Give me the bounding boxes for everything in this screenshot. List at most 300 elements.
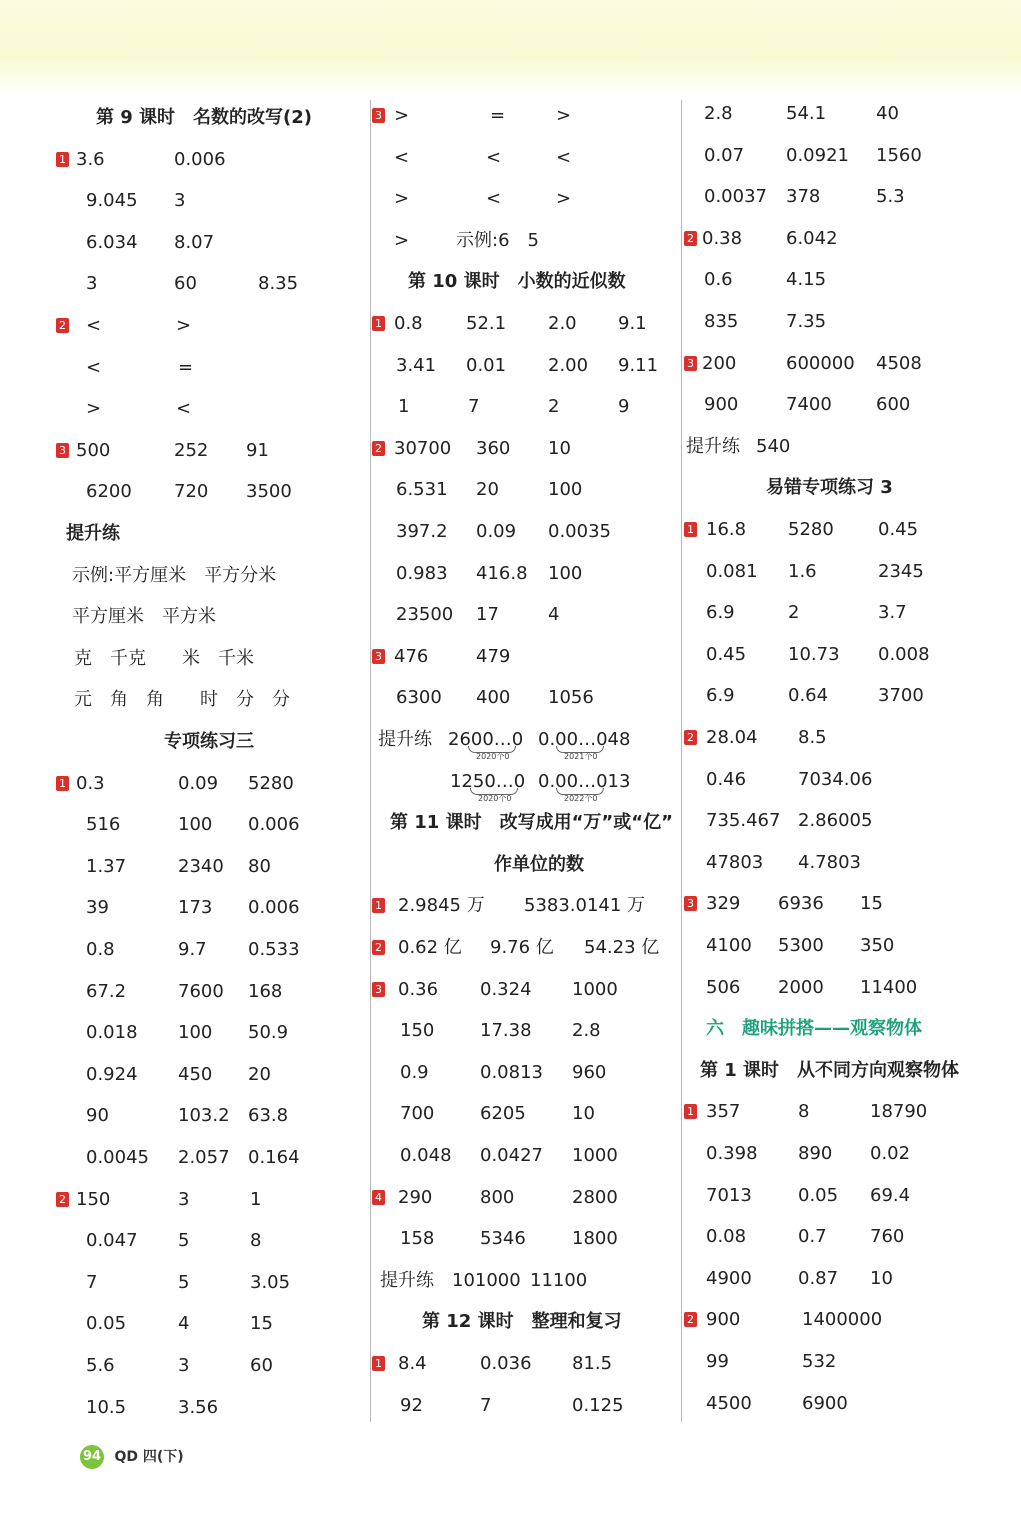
answer-value: 9.1	[618, 313, 647, 334]
answer-value: 100	[548, 562, 583, 584]
answer-row	[56, 807, 352, 843]
answer-value: 476	[394, 645, 429, 667]
answer-value: 第 9 课时 名数的改写(2)	[96, 107, 313, 128]
answer-value: 0.164	[248, 1147, 300, 1168]
answer-value: 168	[248, 980, 283, 1002]
answer-value: 1056	[548, 687, 594, 709]
answer-value: 6936	[778, 893, 824, 915]
answer-row	[372, 431, 668, 467]
column-divider	[681, 100, 682, 1422]
answer-value: 600	[876, 394, 911, 416]
answer-value: 50.9	[248, 1022, 289, 1044]
answer-value: 600000	[786, 352, 855, 374]
answer-value: 0.09	[178, 772, 219, 794]
answer-value: 0.01	[466, 354, 507, 376]
answer-value: 0.05	[86, 1313, 127, 1335]
answer-value: >	[556, 188, 572, 210]
section-heading	[56, 516, 352, 552]
answer-value: 532	[802, 1351, 837, 1372]
answer-value: 2.8	[572, 1020, 601, 1042]
answer-row	[372, 1263, 668, 1299]
answer-value: 357	[706, 1101, 741, 1123]
answer-row	[372, 472, 668, 508]
answer-value: 0.047	[86, 1230, 138, 1252]
section-heading	[372, 805, 673, 841]
question-number-badge: 2	[56, 318, 69, 333]
answer-value: 0.38	[702, 227, 743, 249]
answer-value: 0.08	[706, 1226, 747, 1248]
question-number-badge: 3	[372, 982, 385, 997]
answer-value: 平方厘米 平方米	[72, 606, 216, 628]
answer-value: 890	[798, 1143, 833, 1164]
answer-row	[684, 845, 984, 881]
answer-value: 易错专项练习 3	[766, 477, 893, 499]
answer-row	[684, 970, 984, 1006]
answer-value: 0.8	[394, 313, 423, 334]
answer-value: 六 趣味拼搭——观察物体	[706, 1018, 922, 1040]
answer-value: 提升练	[66, 523, 120, 544]
answer-row	[56, 890, 352, 926]
answer-value: 960	[572, 1061, 607, 1083]
answer-value: 0.324	[480, 978, 532, 1000]
answer-value: 479	[476, 645, 511, 667]
answer-value: 100	[548, 479, 583, 501]
answer-value: 17	[476, 604, 499, 626]
answer-value: 10	[572, 1103, 595, 1125]
answer-value: 0.07	[704, 144, 745, 166]
answer-value: 54.1	[786, 103, 827, 124]
answer-value: 2.9845 万	[398, 895, 485, 917]
answer-row	[56, 766, 352, 802]
answer-value: 173	[178, 897, 213, 919]
answer-row	[684, 304, 984, 340]
answer-value: 2.057	[178, 1147, 230, 1168]
answer-value: 6200	[86, 481, 132, 503]
answer-row	[372, 888, 668, 924]
answer-value: 10.5	[86, 1396, 127, 1418]
question-number-badge: 1	[56, 776, 69, 791]
answer-value: 200	[702, 352, 737, 374]
answer-value: 7600	[178, 980, 224, 1002]
answer-value: 20	[248, 1063, 271, 1085]
answer-row	[56, 558, 352, 594]
answer-value: 720	[174, 481, 209, 503]
answer-value: 0.00…048	[538, 729, 631, 750]
answer-row	[56, 1140, 352, 1176]
question-number-badge: 2	[684, 231, 697, 246]
answer-value: 67.2	[86, 980, 127, 1002]
answer-value: 54.23 亿	[584, 937, 660, 958]
answer-value: 8	[250, 1230, 262, 1252]
section-heading	[372, 1304, 668, 1340]
answer-value: 0.006	[248, 897, 300, 919]
answer-value: 0.081	[706, 560, 758, 582]
answer-value: 101000	[452, 1269, 521, 1291]
answer-row	[372, 639, 668, 675]
answer-row	[372, 1055, 668, 1091]
question-number-badge: 1	[684, 522, 697, 537]
answer-value: 1	[250, 1188, 262, 1210]
answer-row	[684, 1094, 984, 1130]
answer-row	[372, 556, 668, 592]
answer-value: 0.64	[788, 685, 829, 707]
answer-value: 60	[174, 273, 197, 295]
answer-value: 7.35	[786, 311, 827, 332]
zero-count-note: 2021个0	[564, 752, 598, 761]
answer-row	[372, 389, 668, 425]
answer-value: 7400	[786, 394, 832, 416]
answer-value: 8.4	[398, 1353, 427, 1374]
answer-row	[372, 1346, 668, 1382]
answer-value: 5280	[788, 519, 834, 540]
question-number-badge: 2	[56, 1192, 69, 1207]
answer-value: 0.0921	[786, 144, 849, 166]
answer-value: 9	[618, 396, 630, 418]
answer-value: 3.41	[396, 354, 437, 376]
answer-row	[372, 140, 668, 176]
answer-value: 2.00	[548, 354, 589, 376]
answer-value: 500	[76, 439, 111, 461]
answer-row	[56, 183, 352, 219]
answer-value: 1800	[572, 1228, 618, 1250]
zero-count-note: 2020个0	[478, 793, 512, 803]
answer-value: 0.983	[396, 562, 448, 584]
answer-row	[684, 1261, 984, 1297]
answer-value: 760	[870, 1226, 905, 1248]
question-number-badge: 3	[684, 896, 697, 911]
answer-value: 0.00…013	[538, 770, 631, 792]
answer-row	[684, 346, 984, 382]
answer-row	[56, 1306, 352, 1342]
answer-value: 0.125	[572, 1394, 624, 1416]
answer-value: 252	[174, 439, 209, 461]
answer-value: 1.6	[788, 560, 817, 582]
answer-row	[684, 1386, 984, 1422]
answer-row	[56, 1348, 352, 1384]
answer-value: 0.87	[798, 1267, 839, 1289]
question-number-badge: 2	[684, 730, 697, 745]
answer-value: 103.2	[178, 1105, 230, 1127]
answer-value: >	[394, 188, 410, 210]
answer-value: 作单位的数	[494, 853, 584, 875]
answer-value: 30700	[394, 437, 452, 459]
answer-value: =	[490, 105, 506, 126]
answer-row	[684, 762, 984, 798]
answer-value: 4508	[876, 352, 922, 374]
answer-value: 0.018	[86, 1022, 138, 1044]
answer-row	[56, 142, 352, 178]
answer-row	[684, 512, 984, 548]
answer-value: 3	[174, 190, 186, 212]
answer-row	[56, 1015, 352, 1051]
answer-row	[372, 306, 668, 342]
page-footer	[80, 1444, 184, 1470]
answer-row	[372, 680, 668, 716]
answer-row	[372, 1096, 668, 1132]
answer-value: 5280	[248, 772, 294, 794]
answer-value: >	[556, 105, 572, 126]
answer-value: 100	[178, 1022, 213, 1044]
answer-value: >	[176, 315, 192, 336]
answer-value: 100	[178, 814, 213, 836]
answer-row	[684, 1178, 984, 1214]
answer-value: 4900	[706, 1267, 752, 1289]
answer-value: >	[86, 398, 102, 420]
answer-value: 8.5	[798, 727, 827, 748]
section-heading	[56, 724, 352, 760]
answer-value: 5346	[480, 1228, 526, 1250]
answer-value: 示例:平方厘米 平方分米	[72, 564, 277, 586]
answer-value: 6300	[396, 687, 442, 709]
answer-value: 150	[400, 1020, 435, 1042]
answer-column-3	[684, 96, 984, 1421]
answer-value: 0.3	[76, 772, 105, 794]
answer-row	[372, 597, 668, 633]
answer-row	[56, 474, 352, 510]
answer-value: 专项练习三	[164, 731, 254, 752]
answer-value: 7	[480, 1394, 492, 1416]
answer-row	[684, 1011, 984, 1047]
answer-value: 91	[246, 439, 269, 461]
answer-row	[372, 223, 668, 259]
answer-value: 0.006	[248, 814, 300, 836]
answer-value: 835	[704, 311, 739, 332]
answer-value: 450	[178, 1063, 213, 1085]
answer-value: 3.05	[250, 1271, 291, 1293]
answer-value: <	[176, 398, 192, 420]
section-heading	[56, 100, 352, 136]
answer-value: 克 千克 米 千米	[74, 647, 254, 669]
answer-value: 0.62 亿	[398, 937, 462, 958]
answer-value: 0.8	[86, 939, 115, 960]
answer-row	[684, 138, 984, 174]
answer-value: 4	[178, 1313, 190, 1335]
answer-row	[372, 1388, 668, 1424]
answer-value: 4.15	[786, 269, 827, 291]
answer-row	[372, 1180, 668, 1216]
question-number-badge: 3	[372, 108, 385, 123]
answer-value: 4	[548, 604, 560, 626]
answer-value: <	[486, 146, 502, 168]
answer-value: 元 角 角 时 分 分	[74, 689, 290, 711]
answer-column-2	[372, 96, 673, 1421]
answer-row	[684, 928, 984, 964]
answer-value: 47803	[706, 851, 764, 873]
answer-value: 1000	[572, 1145, 618, 1166]
answer-value: 0.09	[476, 521, 517, 542]
answer-value: 8.07	[174, 231, 215, 253]
answer-value: 60	[250, 1355, 273, 1376]
answer-row	[56, 932, 352, 968]
answer-value: 52.1	[466, 313, 507, 334]
answer-value: 2.0	[548, 313, 577, 334]
answer-value: 40	[876, 103, 899, 124]
answer-value: 8	[798, 1101, 810, 1123]
question-number-badge: 1	[372, 316, 385, 331]
answer-row	[372, 348, 668, 384]
answer-row	[372, 1138, 668, 1174]
answer-value: 416.8	[476, 562, 528, 584]
answer-value: 4100	[706, 935, 752, 956]
answer-value: 示例:6 5	[456, 229, 539, 251]
answer-value: 6205	[480, 1103, 526, 1125]
answer-value: 92	[400, 1394, 423, 1416]
answer-value: 0.0037	[704, 186, 767, 208]
answer-value: 5.6	[86, 1355, 115, 1376]
answer-row	[684, 886, 984, 922]
answer-value: 第 1 课时 从不同方向观察物体	[700, 1059, 960, 1081]
answer-value: >	[394, 229, 410, 251]
answer-value: 第 10 课时 小数的近似数	[408, 271, 626, 293]
answer-row	[56, 974, 352, 1010]
answer-value: 378	[786, 186, 821, 208]
answer-value: 63.8	[248, 1105, 289, 1127]
answer-value: 5300	[778, 935, 824, 956]
answer-value: 0.398	[706, 1143, 758, 1164]
answer-value: 290	[398, 1186, 433, 1208]
answer-row	[684, 637, 984, 673]
answer-value: 2800	[572, 1186, 618, 1208]
answer-value: 3	[86, 273, 98, 295]
answer-value: 9.11	[618, 354, 659, 376]
answer-value: <	[86, 356, 102, 378]
answer-value: 158	[400, 1228, 435, 1250]
answer-row	[684, 429, 984, 465]
answer-value: 10	[548, 437, 571, 459]
answer-value: 350	[860, 935, 895, 956]
answer-value: 8.35	[258, 273, 299, 295]
answer-value: 1000	[572, 978, 618, 1000]
answer-row	[56, 391, 352, 427]
answer-value: 6.042	[786, 227, 838, 249]
answer-value: 99	[706, 1351, 729, 1372]
answer-value: 900	[706, 1309, 741, 1331]
answer-value: 5383.0141 万	[524, 895, 646, 917]
answer-value: 2345	[878, 560, 924, 582]
answer-row	[684, 96, 984, 132]
answer-row	[684, 262, 984, 298]
question-number-badge: 1	[372, 1356, 385, 1371]
answer-value: 18790	[870, 1101, 928, 1123]
answer-row	[56, 350, 352, 386]
answer-value: 2	[788, 602, 800, 624]
answer-value: 提升练	[380, 1269, 434, 1291]
question-number-badge: 2	[372, 940, 385, 955]
answer-value: 1	[398, 396, 410, 418]
answer-value: <	[486, 188, 502, 210]
column-divider	[370, 100, 371, 1422]
answer-value: 6.9	[706, 685, 735, 707]
answer-value: 400	[476, 687, 511, 709]
answer-row	[56, 266, 352, 302]
answer-value: 3.6	[76, 148, 105, 170]
answer-value: 提升练	[686, 435, 740, 457]
answer-value: 1560	[876, 144, 922, 166]
question-number-badge: 3	[56, 443, 69, 458]
answer-value: 700	[400, 1103, 435, 1125]
answer-value: 0.45	[706, 643, 747, 665]
answer-value: 28.04	[706, 727, 758, 748]
answer-row	[372, 98, 668, 134]
answer-row	[684, 720, 984, 756]
answer-value: 0.533	[248, 939, 300, 960]
answer-value: 2340	[178, 855, 224, 877]
answer-value: 10	[870, 1267, 893, 1289]
answer-value: 3.7	[878, 602, 907, 624]
answer-value: 0.006	[174, 148, 226, 170]
answer-value: 6.034	[86, 231, 138, 253]
answer-row	[684, 221, 984, 257]
answer-value: 3	[178, 1355, 190, 1376]
answer-row	[56, 433, 352, 469]
answer-value: 7034.06	[798, 768, 873, 790]
question-number-badge: 1	[684, 1104, 697, 1119]
zero-count-note: 2020个0	[476, 752, 510, 761]
answer-value: 0.0813	[480, 1061, 543, 1083]
answer-value: 2.8	[704, 103, 733, 124]
answer-value: 900	[704, 394, 739, 416]
answer-value: 5	[178, 1271, 190, 1293]
answer-value: 提升练	[378, 729, 432, 750]
answer-row	[684, 1136, 984, 1172]
top-banner	[0, 0, 1021, 95]
answer-value: 10.73	[788, 643, 840, 665]
answer-value: 0.0035	[548, 521, 611, 542]
question-number-badge: 4	[372, 1190, 385, 1205]
answer-row	[684, 678, 984, 714]
answer-row	[56, 682, 352, 718]
answer-value: 397.2	[396, 521, 448, 542]
answer-value: 0.6	[704, 269, 733, 291]
answer-value: 2000	[778, 976, 824, 998]
answer-value: 16.8	[706, 519, 747, 540]
answer-column-1	[56, 96, 352, 1421]
answer-value: 1.37	[86, 855, 127, 877]
answer-value: 540	[756, 435, 791, 457]
answer-row	[56, 641, 352, 677]
answer-row	[372, 1013, 668, 1049]
answer-value: 15	[860, 893, 883, 915]
section-heading	[684, 1053, 984, 1089]
answer-row	[684, 554, 984, 590]
answer-value: 0.036	[480, 1353, 532, 1374]
question-number-badge: 2	[684, 1312, 697, 1327]
answer-value: 0.45	[878, 519, 919, 540]
answer-value: 5.3	[876, 186, 905, 208]
answer-row	[56, 1223, 352, 1259]
question-number-badge: 2	[372, 441, 385, 456]
section-heading	[372, 847, 668, 883]
answer-row	[684, 179, 984, 215]
answer-value: 0.0427	[480, 1145, 543, 1166]
answer-value: 0.05	[798, 1184, 839, 1206]
answer-value: 第 11 课时 改写成用“万”或“亿”	[390, 812, 673, 834]
question-number-badge: 3	[372, 649, 385, 664]
answer-value: 20	[476, 479, 499, 501]
answer-value: 0.048	[400, 1145, 452, 1166]
answer-value: 90	[86, 1105, 109, 1127]
answer-value: 506	[706, 976, 741, 998]
answer-value: 2600…0	[448, 729, 524, 750]
answer-value: 0.36	[398, 978, 439, 1000]
answer-value: 7	[468, 396, 480, 418]
answer-row	[684, 1219, 984, 1255]
answer-value: <	[556, 146, 572, 168]
answer-row	[372, 722, 668, 761]
answer-row	[684, 1302, 984, 1338]
answer-row	[56, 599, 352, 635]
answer-value: =	[178, 356, 194, 378]
